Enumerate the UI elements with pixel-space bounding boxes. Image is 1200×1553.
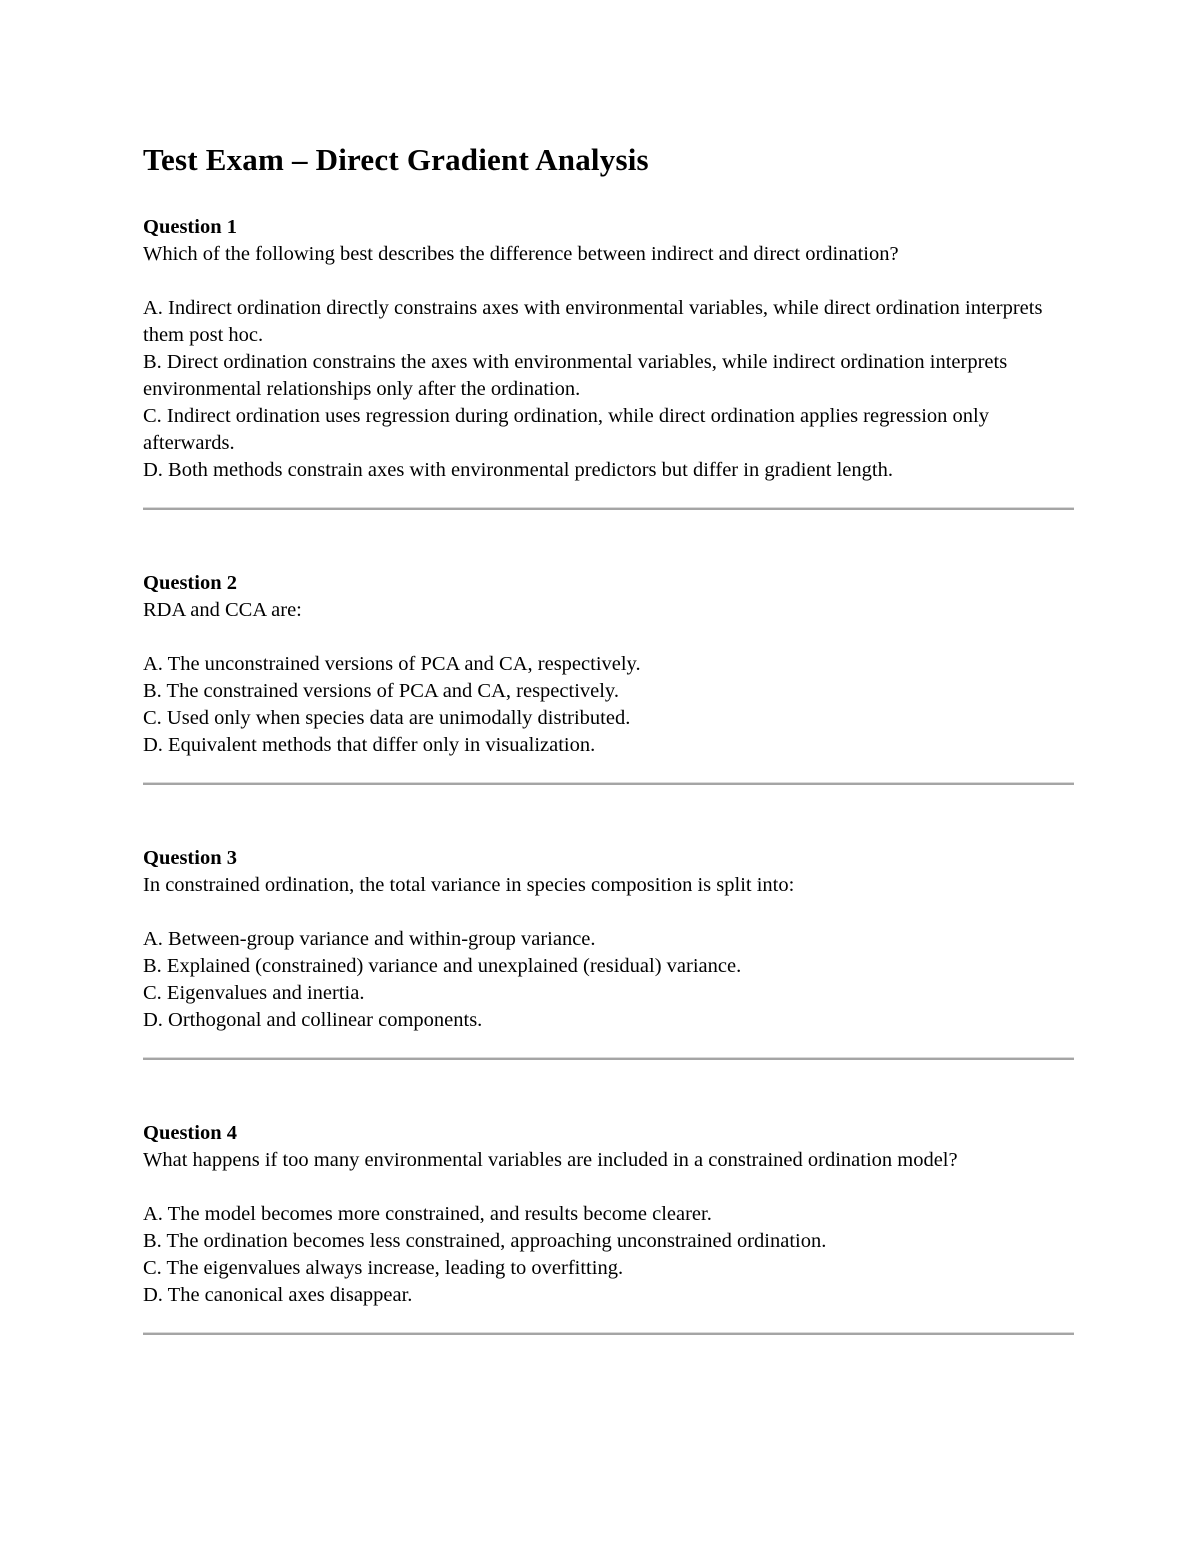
question-3-heading: Question 3 xyxy=(143,847,237,869)
question-4-heading: Question 4 xyxy=(143,1122,237,1144)
question-3-option-b: B. Explained (constrained) variance and unexplained (residual) variance. xyxy=(143,955,742,977)
question-2-heading: Question 2 xyxy=(143,572,237,594)
question-block-1 xyxy=(143,214,1074,484)
question-2-options xyxy=(143,651,1074,759)
question-2-option-c: C. Used only when species data are unimodally distributed. xyxy=(143,707,631,729)
question-block-2 xyxy=(143,570,1074,759)
question-1-option-d: D. Both methods constrain axes with environmental predictors but differ in gradient length. xyxy=(143,459,893,481)
question-1-option-a: A. Indirect ordination directly constrains axes with environmental variables, while direct ordination interprets them post hoc. xyxy=(143,297,1043,346)
section-divider-3 xyxy=(143,1057,1074,1060)
document-title: Test Exam – Direct Gradient Analysis xyxy=(143,142,649,177)
question-2-option-b: B. The constrained versions of PCA and CA, respectively. xyxy=(143,680,619,702)
question-3-option-d: D. Orthogonal and collinear components. xyxy=(143,1009,483,1031)
question-4-option-d: D. The canonical axes disappear. xyxy=(143,1284,413,1306)
section-divider-2 xyxy=(143,782,1074,785)
question-4-option-a: A. The model becomes more constrained, and results become clearer. xyxy=(143,1203,712,1225)
question-2-prompt: RDA and CCA are: xyxy=(143,599,302,621)
question-block-3 xyxy=(143,845,1074,1034)
question-4-option-b: B. The ordination becomes less constrained, approaching unconstrained ordination. xyxy=(143,1230,827,1252)
question-3-option-a: A. Between-group variance and within-group variance. xyxy=(143,928,596,950)
question-block-4 xyxy=(143,1120,1074,1309)
question-1-option-b: B. Direct ordination constrains the axes with environmental variables, while indirect ordination interprets environmental relationships only after the ordination. xyxy=(143,351,1008,400)
question-1-options xyxy=(143,295,1074,484)
question-3-option-c: C. Eigenvalues and inertia. xyxy=(143,982,365,1004)
question-3-options xyxy=(143,926,1074,1034)
question-3-prompt: In constrained ordination, the total variance in species composition is split into: xyxy=(143,874,795,896)
question-1-heading: Question 1 xyxy=(143,216,237,238)
question-1-prompt: Which of the following best describes the difference between indirect and direct ordination? xyxy=(143,243,899,265)
question-1-option-c: C. Indirect ordination uses regression during ordination, while direct ordination applies regression only afterwards. xyxy=(143,405,990,454)
question-4-option-c: C. The eigenvalues always increase, leading to overfitting. xyxy=(143,1257,624,1279)
question-4-prompt: What happens if too many environmental variables are included in a constrained ordination model? xyxy=(143,1149,958,1171)
question-2-option-d: D. Equivalent methods that differ only in visualization. xyxy=(143,734,596,756)
section-divider-4 xyxy=(143,1332,1074,1335)
question-4-options xyxy=(143,1201,1074,1309)
question-2-option-a: A. The unconstrained versions of PCA and CA, respectively. xyxy=(143,653,641,675)
section-divider-1 xyxy=(143,507,1074,510)
